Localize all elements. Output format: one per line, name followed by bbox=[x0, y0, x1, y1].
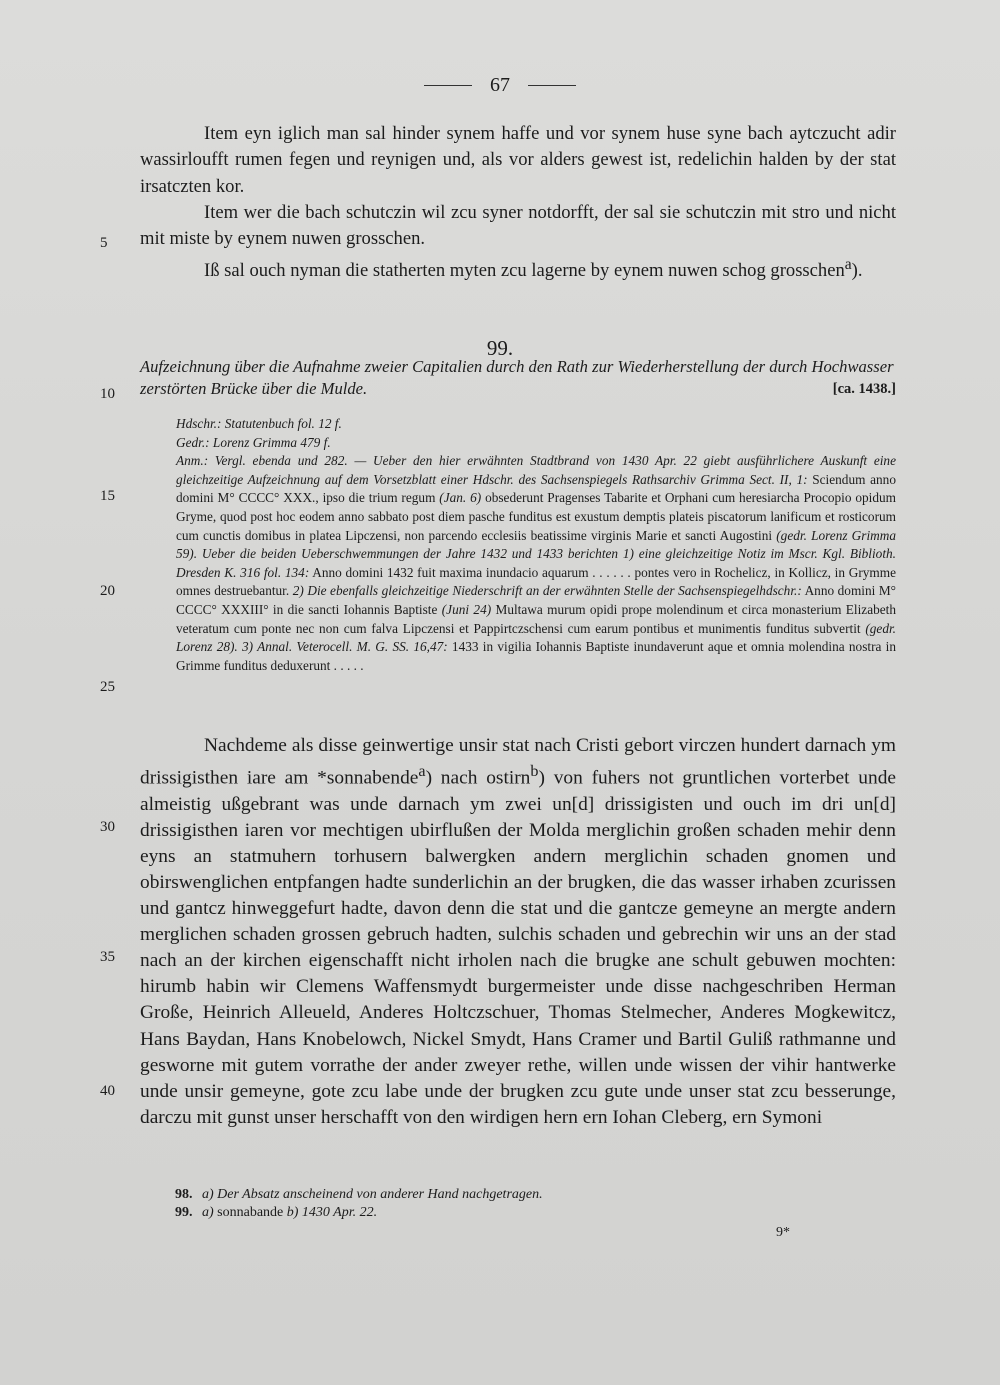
line-number: 10 bbox=[100, 386, 115, 402]
para-1-item-3: Iß sal ouch nyman die statherten myten zcu lagerne by eynem nuwen schog grosschen$^a$). bbox=[204, 256, 863, 282]
apparatus-notes bbox=[176, 415, 896, 675]
paragraph-98-end bbox=[140, 121, 896, 285]
footnote-number: 99. bbox=[175, 1205, 193, 1220]
section-number: 99. bbox=[486, 336, 514, 360]
footnote-99 bbox=[175, 1204, 875, 1222]
line-number: 30 bbox=[100, 819, 115, 835]
footnote-text: a) Der Absatz anscheinend von anderer Hand nachgetragen. bbox=[202, 1187, 543, 1202]
note-printed: Gedr.: Lorenz Grimma 479 f. bbox=[176, 434, 331, 450]
header-rule-right bbox=[528, 85, 576, 86]
section-date: [ca. 1438.] bbox=[832, 381, 896, 397]
note-manuscript: Hdschr.: Statutenbuch fol. 12 f. bbox=[176, 416, 342, 431]
line-number: 25 bbox=[100, 679, 115, 695]
line-number: 5 bbox=[100, 235, 108, 251]
signature-mark: 9* bbox=[776, 1225, 790, 1240]
page-header bbox=[0, 74, 1000, 97]
header-rule-left bbox=[424, 85, 472, 86]
para-1-item-2: Item wer die bach schutczin wil zcu syner notdorfft, der sal sie schutczin mit stro und nicht mit miste by eynem nuwen grosschen. bbox=[140, 201, 896, 250]
footnote-98 bbox=[175, 1186, 875, 1204]
line-number: 40 bbox=[100, 1083, 115, 1099]
line-number: 15 bbox=[100, 488, 115, 504]
section-title-text: Aufzeichnung über die Aufnahme zweier Capitalien durch den Rath zur Wiederherstellung der durch Hochwasser zerstörten Brücke über die Mulde. bbox=[140, 357, 894, 398]
page-number: 67 bbox=[490, 74, 510, 96]
section-title bbox=[140, 356, 896, 400]
line-number: 20 bbox=[100, 583, 115, 599]
note-annotation: Anm.: Vergl. ebenda und 282. — Ueber den hier erwähnten Stadtbrand von 1430 Apr. 22 giebt ausführlichere Auskunft eine gleichzeitige Aufzeichnung auf dem Vorsetzblatt einer Hdschr. des Sachsenspiegels Rathsarchiv Grimma Sect. II, 1: Sciendum anno domini M° CCCC° XXX., ipso die trium regum (Jan. 6) obsederunt Pragenses Tabarite et Orphani cum heresiarcha Procopio opidum Gryme, quod post hoc eodem anno sabbato post diem pasche funditus est exustum demptis plateis piscatorum lanificum et rosticorum cum cunctis domibus in platea Lipczensi, non parcendo ecclesiis beatissime virginis Marie et sancti Augostini (gedr. Lorenz Grimma 59). Ueber die beiden Ueberschwemmungen der Jahre 1432 und 1433 berichten 1) eine gleichzeitige Notiz im Mscr. Kgl. Biblioth. Dresden K. 316 fol. 134: Anno domini 1432 fuit maxima inundacio aquarum . . . . . . pontes vero in Rochelicz, in Kollicz, in Grymme omnes destruebantur. 2) Die ebenfalls gleichzeitige Niederschrift an der erwähnten Stelle der Sachsenspiegelhdschr.: Anno domini M° CCCC° XXXIII° in die sancti Iohannis Baptiste (Juni 24) Multawa murum opidi prope molendinum et circa monasterium Elizabeth veteratum cum ponte nec non cum falva Lipczensi et Pappirtczschensi cum earum pontibus et munimentis funditus subvertit (gedr. Lorenz 28). 3) Annal. Veterocell. M. G. SS. 16,47: 1433 in vigilia Iohannis Baptiste inundaverunt aque et omnia molendina nostra in Grimme funditus deduxerunt . . . . . bbox=[176, 453, 897, 673]
line-number: 35 bbox=[100, 949, 115, 965]
main-paragraph-text: Nachdeme als disse geinwertige unsir stat nach Cristi gebort virczen hundert darnach ym drissigisthen iare am *sonnabende$^a$) nach ostirn$^b$) von fuhers not gruntlichen vorterbet unde almeistig ußgebrant was unde darnach ym zwei un[d] drissigisten und ouch im dri un[d] drissigisthen iaren vor mechtigen ubirflußen der Molda merglichin großen schaden mehir denn eyns an statmuhern torhusern balwergken andern merglichin schaden gnomen und obirswenglichen entpfangen hadte sunderlichin an der brugken, die das wasser irhaben zcurissen und gantcz hinweggefurt hadte, davon denn die stat und die gantcze gemeyne an mergte andern merglichen schaden grossen gebruch hadten, sulchis schaden und gebrechin wir uns an der stad nach an der kirchen eigenschafft nicht irholen nach die brugke ane schult gebuwen mochten: hirumb habin wir Clemens Waffensmydt burgermeister unde disse nachgeschriben Herman Große, Heinrich Alleueld, Anderes Holtczschuer, Thomas Stelmecher, Anderes Mogkewitcz, Hans Baydan, Hans Knobelowch, Nickel Smydt, Hans Cramer und Bartil Guliß rathmanne und gesworne mit gutem vorrathe der ander zweyer rethe, willen unde wissen der vihir hantwerke unde unsir gemeyne, gote zcu labe unde der brugken zcu gute unde unser stat zcu besserunge, darczu mit gunst unser herschafft von den wirdigen hern ern Iohan Cleberg, ern Symoni bbox=[140, 735, 896, 1128]
footnotes bbox=[175, 1186, 875, 1222]
footnote-number: 98. bbox=[175, 1187, 193, 1202]
main-paragraph bbox=[140, 733, 896, 1131]
para-1-item-1: Item eyn iglich man sal hinder synem haffe und vor synem huse syne bach aytczucht adir wassirloufft rumen fegen und reynigen und, als vor alders gewest ist, redelichin halden by der stat irsatczten kor. bbox=[140, 123, 896, 197]
footnote-text: a) sonnabande b) 1430 Apr. 22. bbox=[202, 1205, 378, 1220]
